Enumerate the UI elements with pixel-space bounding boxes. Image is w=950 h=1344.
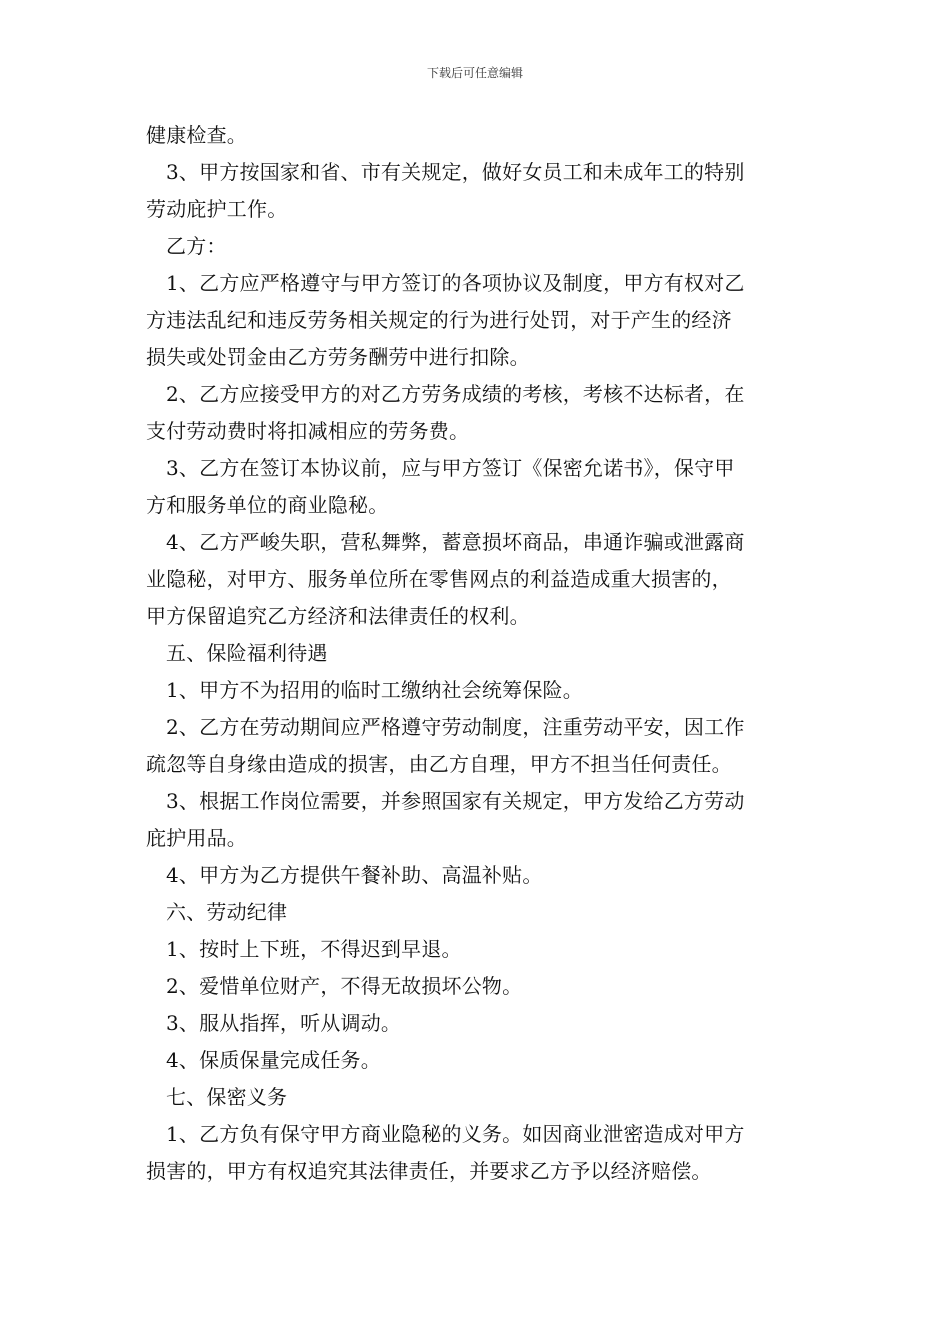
body-line: 甲方保留追究乙方经济和法律责任的权利。 — [146, 604, 530, 628]
body-line: 支付劳动费时将扣减相应的劳务费。 — [146, 419, 470, 443]
body-line: 2、乙方应接受甲方的对乙方劳务成绩的考核，考核不达标者，在 — [166, 382, 745, 406]
body-line: 1、乙方负有保守甲方商业隐秘的义务。如因商业泄密造成对甲方 — [166, 1122, 745, 1146]
body-line: 2、乙方在劳动期间应严格遵守劳动制度，注重劳动平安，因工作 — [166, 715, 745, 739]
body-line: 损失或处罚金由乙方劳务酬劳中进行扣除。 — [146, 345, 530, 369]
section-heading: 乙方： — [166, 234, 227, 258]
body-line: 方违法乱纪和违反劳务相关规定的行为进行处罚，对于产生的经济 — [146, 308, 732, 332]
body-line: 庇护用品。 — [146, 826, 247, 850]
body-line: 1、按时上下班，不得迟到早退。 — [166, 937, 462, 961]
body-line: 4、甲方为乙方提供午餐补助、高温补贴。 — [166, 863, 543, 887]
section-heading: 七、保密义务 — [166, 1085, 288, 1109]
body-line: 4、保质保量完成任务。 — [166, 1048, 381, 1072]
body-line: 损害的，甲方有权追究其法律责任，并要求乙方予以经济赔偿。 — [146, 1159, 712, 1183]
page-header: 下载后可任意编辑 — [426, 66, 523, 80]
section-heading: 五、保险福利待遇 — [166, 641, 328, 665]
body-line: 疏忽等自身缘由造成的损害，由乙方自理，甲方不担当任何责任。 — [146, 752, 732, 776]
body-line: 4、乙方严峻失职，营私舞弊，蓄意损坏商品，串通诈骗或泄露商 — [166, 530, 745, 554]
body-line: 3、乙方在签订本协议前，应与甲方签订《保密允诺书》，保守甲 — [166, 456, 735, 480]
body-line: 3、服从指挥，听从调动。 — [166, 1011, 402, 1035]
body-line: 业隐秘，对甲方、服务单位所在零售网点的利益造成重大损害的， — [146, 567, 732, 591]
body-line: 3、根据工作岗位需要，并参照国家有关规定，甲方发给乙方劳动 — [166, 789, 745, 813]
body-line: 1、甲方不为招用的临时工缴纳社会统筹保险。 — [166, 678, 583, 702]
body-line: 方和服务单位的商业隐秘。 — [146, 493, 389, 517]
body-line: 3、甲方按国家和省、市有关规定，做好女员工和未成年工的特别 — [166, 160, 745, 184]
body-line: 健康检查。 — [146, 123, 247, 147]
body-line: 1、乙方应严格遵守与甲方签订的各项协议及制度，甲方有权对乙 — [166, 271, 745, 295]
document-body — [146, 117, 810, 1190]
body-line: 2、爱惜单位财产，不得无故损坏公物。 — [166, 974, 523, 998]
section-heading: 六、劳动纪律 — [166, 900, 288, 924]
body-line: 劳动庇护工作。 — [146, 197, 288, 221]
